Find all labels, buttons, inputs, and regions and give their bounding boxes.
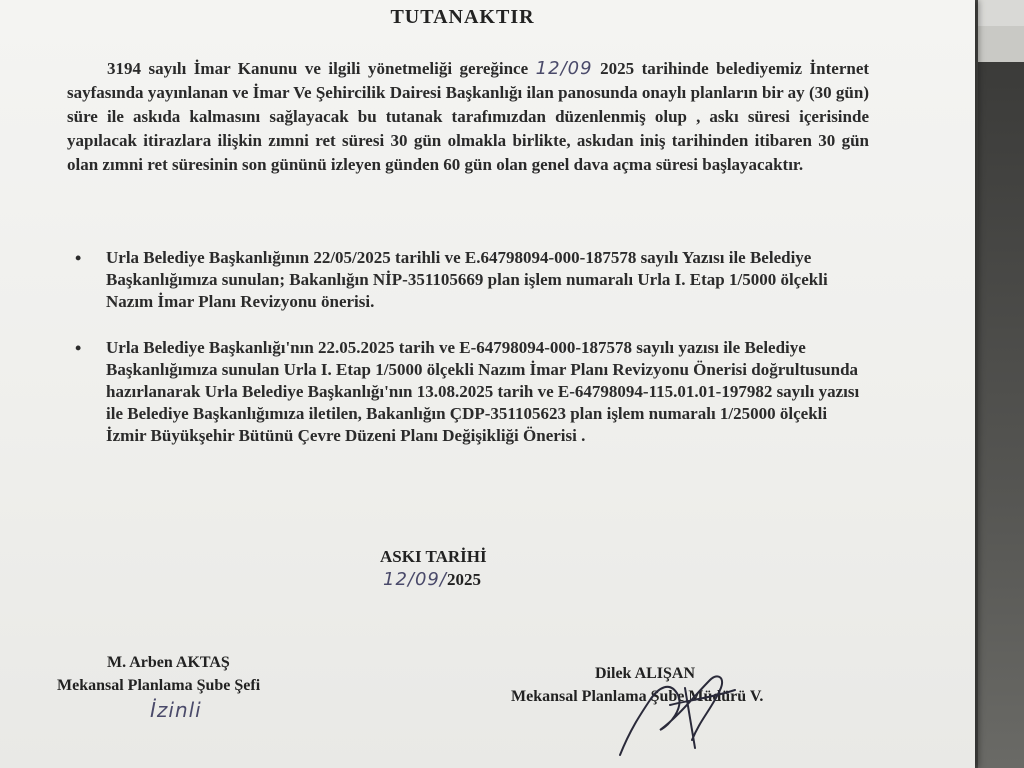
- aski-year: 2025: [446, 570, 481, 589]
- paragraph-intro: 3194 sayılı İmar Kanunu ve ilgili yönetmeliği gereğince: [107, 59, 529, 78]
- aski-date: [383, 569, 481, 590]
- document-title: TUTANAKTIR: [390, 6, 535, 28]
- left-signer-name: M. Arben AKTAŞ: [107, 654, 230, 671]
- plan-list: [75, 247, 865, 471]
- main-paragraph: [67, 57, 869, 177]
- list-item: • Urla Belediye Başkanlığı'nın 22.05.2025 tarih ve E-64798094-000-187578 sayılı yazısı ile Belediye Başkanlığımıza sunulan Urla I. Etap 1/5000 ölçekli Nazım İmar Planı Revizyonu Önerisi doğrultusunda hazırlanarak Urla Belediye Başkanlığı'nın 13.08.2025 tarih ve E-64798094-115.01.01-197982 sayılı yazısı ile Belediye Başkanlığımıza iletilen, Bakanlığın ÇDP-351105623 plan işlem numaralı 1/25000 ölçekli İzmir Büyükşehir Bütünü Çevre Düzeni Planı Değişikliği Önerisi .: [75, 337, 865, 447]
- aski-handwritten-date: 12/09/: [383, 569, 447, 590]
- paragraph-rest: 2025 tarihinde belediyemiz İnternet sayfasında yayınlanan ve İmar Ve Şehircilik Dairesi Başkanlığı ilan panosunda onaylı planların bir ay (30 gün) süre ile askıda kalmasını sağlayacak bu tutanak tarafımızdan düzenlenmiş olup , askı süresi içerisinde yapılacak itirazlara ilişkin zımni ret süresi 30 gün olmakla birlikte, askıdan iniş tarihinden itibaren 30 gün olan zımni ret süresinin son gününü izleyen günden 60 gün olan genel dava açma süresi başlayacaktır.: [67, 59, 870, 174]
- background-edge: [978, 0, 1024, 26]
- aski-label: ASKI TARİHİ: [380, 547, 487, 566]
- background-edge: [978, 62, 1024, 768]
- left-signer-note: İzinli: [150, 698, 202, 722]
- handwritten-date: 12/09: [535, 58, 593, 79]
- list-item: • Urla Belediye Başkanlığının 22/05/2025 tarihli ve E.64798094-000-187578 sayılı Yazısı ile Belediye Başkanlığımıza sunulan; Bakanlığın NİP-351105669 plan işlem numaralı Urla I. Etap 1/5000 ölçekli Nazım İmar Planı Revizyonu önerisi.: [75, 247, 865, 313]
- handwritten-signature: [600, 660, 750, 760]
- right-signer-title: Mekansal Planlama Şube Müdürü V.: [511, 688, 764, 705]
- right-signer-name: Dilek ALIŞAN: [595, 665, 696, 682]
- left-signer-title: Mekansal Planlama Şube Şefi: [57, 677, 261, 694]
- background-edge: [978, 26, 1024, 62]
